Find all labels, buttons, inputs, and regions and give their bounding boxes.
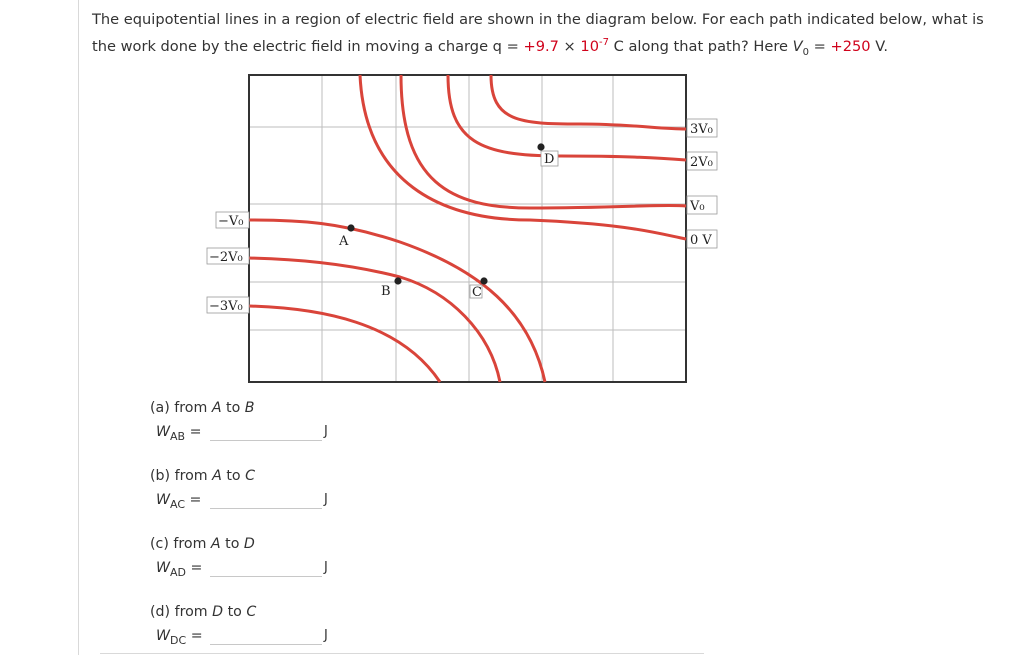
part-c-label: $W_{AD}$ = — [156, 560, 203, 579]
equipotential-minus-v0 — [249, 220, 545, 382]
wab-input[interactable] — [210, 420, 322, 441]
wdc-input[interactable] — [210, 624, 322, 645]
label-v0: V₀ — [690, 199, 705, 214]
equipotential-diagram — [200, 72, 730, 388]
equipotential-2v0 — [448, 75, 686, 160]
point-c — [480, 277, 487, 284]
point-label-d: D — [544, 152, 555, 167]
card-divider — [100, 653, 704, 654]
label-0v: 0 V — [690, 233, 712, 248]
charge-exponent: -7 — [599, 37, 609, 49]
label-minus-3v0: −3V₀ — [209, 299, 243, 314]
part-a-label: $W_{AB}$ = — [156, 424, 202, 443]
part-b-label: $W_{AC}$ = — [156, 492, 202, 511]
wad-input[interactable] — [210, 556, 322, 577]
part-d-title: (d) from D to C — [150, 604, 257, 620]
point-label-a: A — [339, 234, 349, 249]
part-c-title: (c) from A to D — [150, 536, 255, 552]
part-d-unit: J — [324, 628, 328, 643]
point-label-c: C — [472, 285, 482, 300]
charge-value: +9.7 — [523, 38, 559, 55]
part-b-unit: J — [324, 492, 328, 507]
card-border — [78, 0, 79, 655]
part-c-unit: J — [324, 560, 328, 575]
point-a — [347, 224, 354, 231]
part-a-title: (a) from A to B — [150, 400, 255, 416]
part-b-title: (b) from A to C — [150, 468, 256, 484]
equipotential-minus-2v0 — [249, 258, 500, 382]
diagram-frame — [249, 75, 686, 382]
label-3v0: 3V₀ — [690, 122, 713, 137]
points — [347, 143, 544, 284]
equipotential-v0 — [401, 75, 686, 208]
point-b — [394, 277, 401, 284]
point-d — [537, 143, 544, 150]
label-minus-v0: −V₀ — [218, 214, 244, 229]
equipotential-3v0 — [491, 75, 686, 129]
v0-value: +250 — [830, 38, 871, 55]
right-label-boxes — [687, 119, 717, 248]
part-a-unit: J — [324, 424, 328, 439]
lower-equipotentials — [249, 220, 545, 382]
upper-equipotentials — [360, 75, 686, 239]
point-label-b: B — [381, 284, 391, 299]
part-d-label: $W_{DC}$ = — [156, 628, 203, 647]
grid — [249, 75, 686, 382]
label-2v0: 2V₀ — [690, 155, 713, 170]
equipotential-minus-3v0 — [249, 306, 440, 382]
label-minus-2v0: −2V₀ — [209, 250, 243, 265]
wac-input[interactable] — [210, 488, 322, 509]
question-text: The equipotential lines in a region of electric field are shown in the diagram below. For each path indicated below, what is the work done by the electric field in moving a charge $q = +9.7 \times 10^{-7}$ C along that path? Here $V_0 = +250$ V. — [92, 11, 984, 58]
